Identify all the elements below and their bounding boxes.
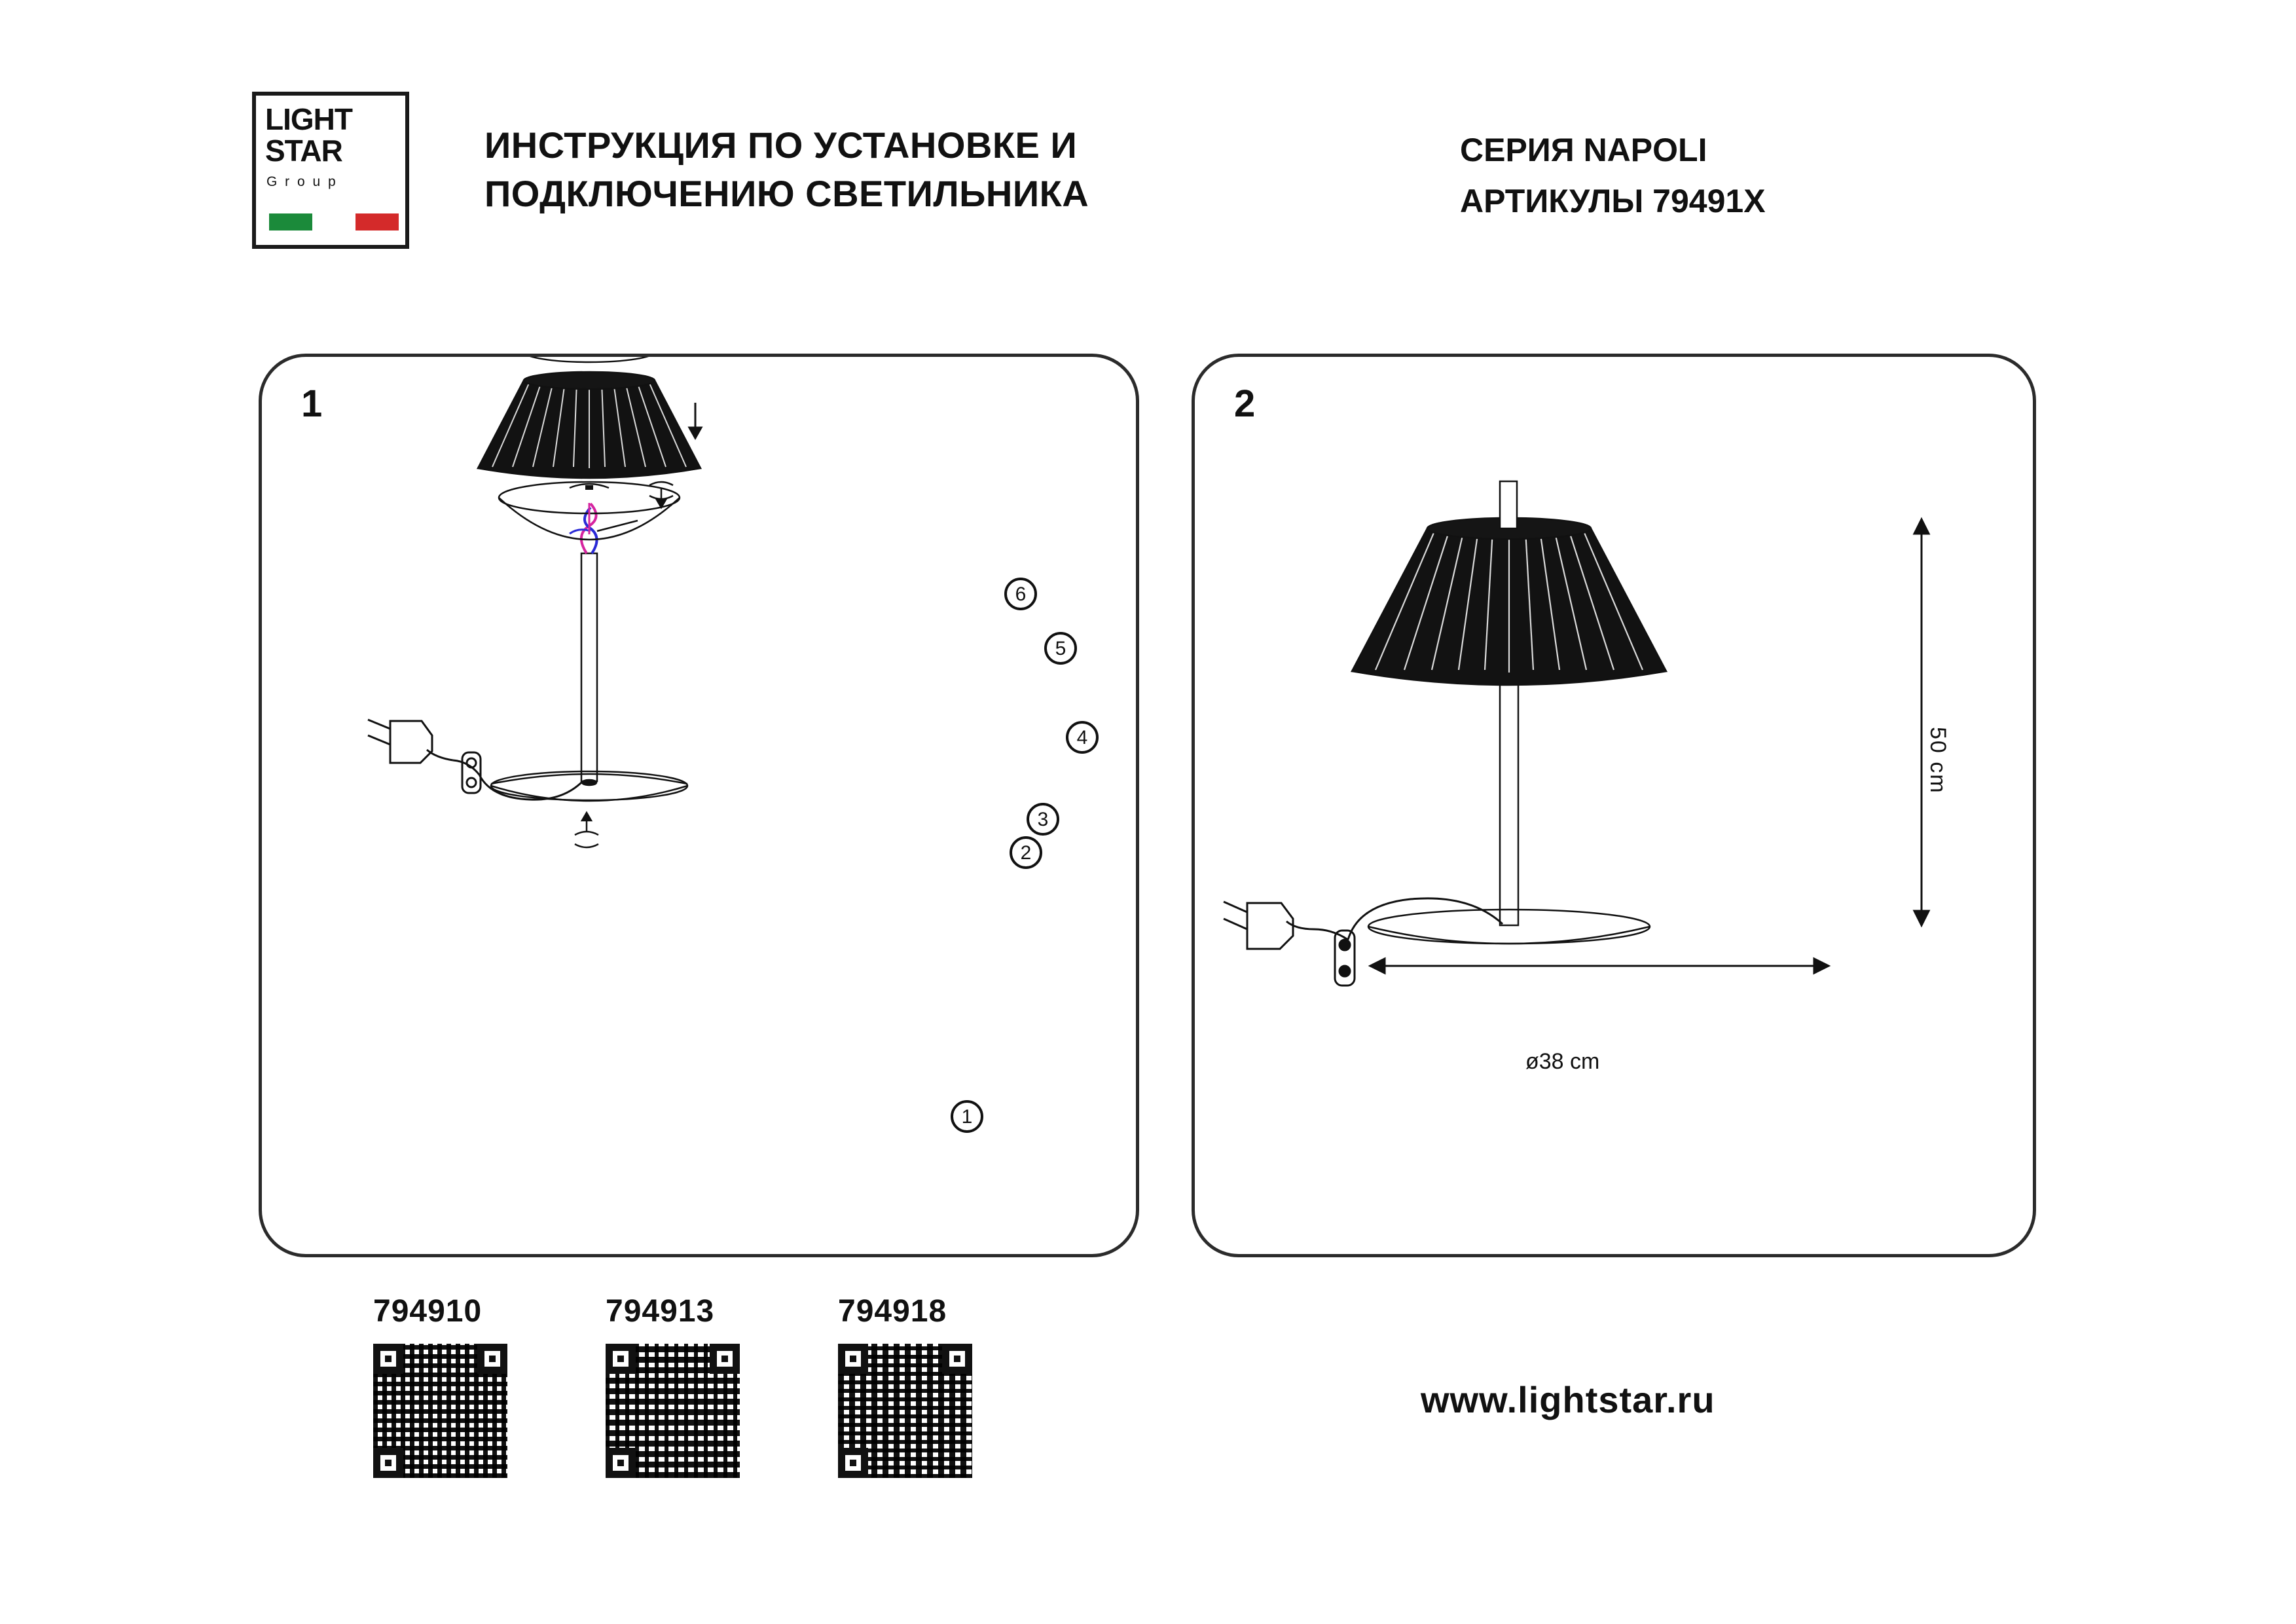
logo-line-2: STAR — [265, 134, 342, 168]
power-plug — [1224, 902, 1293, 949]
page-title-line-2: ПОДКЛЮЧЕНИЮ СВЕТИЛЬНИКА — [484, 173, 1089, 214]
page-title — [484, 121, 1401, 218]
qr-eye-top-right — [477, 1344, 507, 1374]
flag-stripe-red — [355, 213, 399, 231]
website-url[interactable]: www.lightstar.ru — [1421, 1379, 1715, 1420]
diameter-dimension-label: ø38 cm — [1525, 1049, 1600, 1074]
height-dimension-label: 50 cm — [1925, 727, 1950, 794]
code-label: 794910 — [373, 1294, 483, 1329]
qr-eye-bottom-left — [606, 1448, 636, 1478]
callout-5: 5 — [1044, 632, 1077, 665]
base-plate — [1368, 910, 1650, 944]
exploded-assembly-drawing — [262, 357, 1136, 1254]
qr-code-794918[interactable] — [838, 1344, 972, 1478]
lamp-shade — [1352, 518, 1666, 685]
code-item-794913 — [606, 1293, 776, 1478]
logo-line-1: LIGHT — [265, 102, 352, 136]
diffuser-bowl-part — [499, 482, 680, 540]
product-series-block — [1460, 124, 2115, 227]
qr-eye-bottom-left — [373, 1448, 403, 1478]
panel-dimensions-view — [1192, 354, 2036, 1257]
qr-eye-top-left — [373, 1344, 403, 1374]
rotation-arrow-1 — [575, 813, 598, 847]
qr-code-794910[interactable] — [373, 1344, 507, 1478]
top-cap-part — [524, 357, 655, 362]
article-label: АРТИКУЛЫ 79491X — [1460, 183, 1766, 219]
flag-stripe-green — [269, 213, 312, 231]
logo — [252, 92, 409, 249]
callout-2: 2 — [1010, 836, 1042, 869]
panel-exploded-view — [259, 354, 1139, 1257]
stem-tube-part — [581, 553, 597, 781]
logo-subtitle: G r o u p — [266, 174, 338, 189]
page-header — [0, 0, 2296, 308]
code-item-794910 — [373, 1293, 543, 1478]
panel-2-number: 2 — [1234, 382, 1256, 425]
height-dimension — [1914, 519, 1929, 925]
qr-eye-top-left — [838, 1344, 868, 1374]
finial — [1500, 481, 1517, 528]
callout-1: 1 — [951, 1100, 983, 1133]
code-item-794918 — [838, 1293, 1008, 1478]
inline-switch — [1335, 931, 1355, 986]
logo-wordmark — [265, 103, 352, 166]
base-plate-part — [491, 771, 687, 801]
lamp-shade-part — [478, 372, 701, 478]
callout-3: 3 — [1027, 803, 1059, 836]
panel-1-number: 1 — [301, 382, 323, 425]
qr-eye-top-right — [710, 1344, 740, 1374]
qr-eye-top-right — [942, 1344, 972, 1374]
code-label: 794918 — [838, 1294, 947, 1329]
qr-eye-top-left — [606, 1344, 636, 1374]
qr-code-794913[interactable] — [606, 1344, 740, 1478]
assembled-lamp-drawing — [1195, 357, 2033, 1254]
power-plug — [368, 720, 432, 763]
down-arrow-4 — [689, 403, 701, 438]
qr-eye-bottom-left — [838, 1448, 868, 1478]
series-label: СЕРИЯ NAPOLI — [1460, 132, 1707, 168]
diameter-dimension — [1370, 959, 1829, 973]
page-title-line-1: ИНСТРУКЦИЯ ПО УСТАНОВКЕ И — [484, 124, 1078, 166]
callout-4: 4 — [1066, 721, 1099, 754]
flag-stripe-white — [312, 213, 355, 231]
internal-wire — [570, 504, 597, 553]
code-label: 794913 — [606, 1294, 715, 1329]
callout-6: 6 — [1004, 578, 1037, 610]
power-cord — [1286, 898, 1503, 940]
